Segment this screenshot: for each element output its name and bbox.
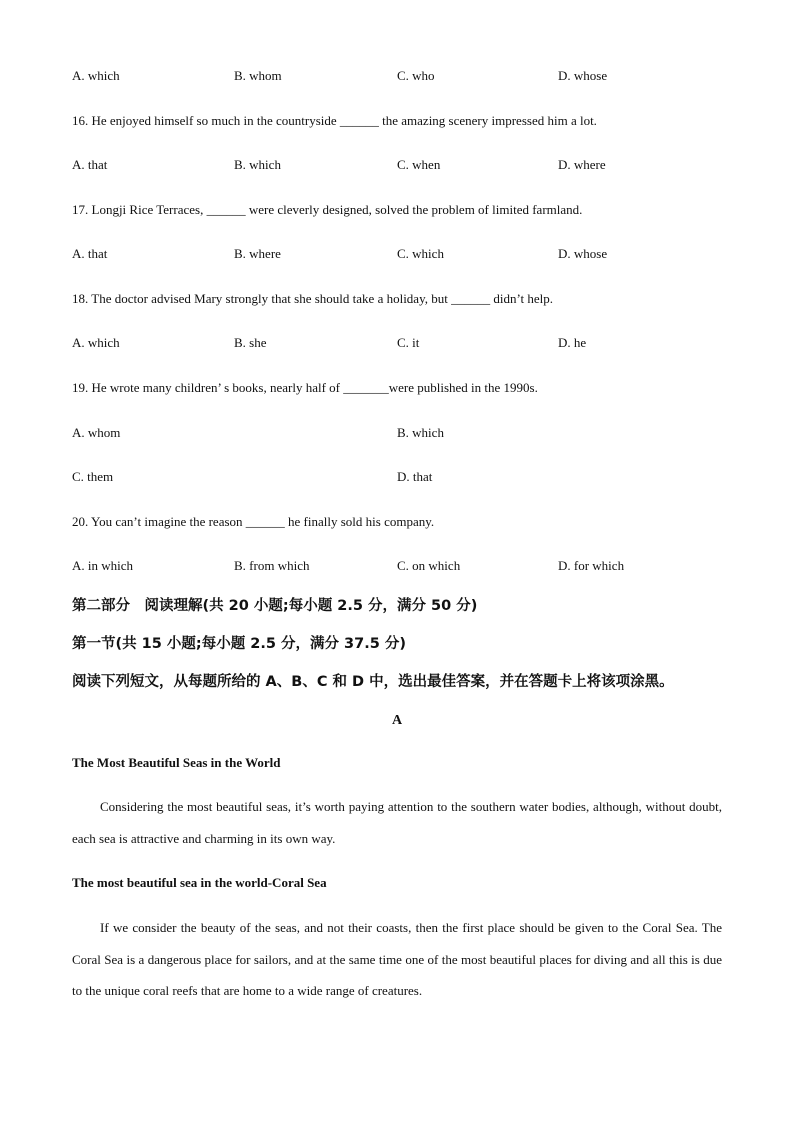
- section-sub-title: 第一节(共 15 小题;每小题 2.5 分，满分 37.5 分): [72, 636, 406, 652]
- q18-option-a: A. which: [72, 335, 120, 350]
- q19-option-a: A. whom: [72, 425, 121, 440]
- q17-option-d: D. whose: [558, 246, 608, 261]
- q20-option-c: C. on which: [397, 558, 461, 573]
- q16-stem: 16. He enjoyed himself so much in the countryside ______ the amazing scenery impressed him a lot.: [72, 113, 597, 128]
- passage-intro-paragraph: Considering the most beautiful seas, it’s worth paying attention to the southern water bodies, although, without doubt, each sea is attractive and charming in its own way.: [72, 799, 722, 846]
- q19-option-c: C. them: [72, 469, 114, 484]
- q20-option-a: A. in which: [72, 558, 134, 573]
- q18-option-c: C. it: [397, 335, 420, 350]
- q16-option-d: D. where: [558, 157, 606, 172]
- q18-option-d: D. he: [558, 335, 587, 350]
- q17-option-a: A. that: [72, 246, 108, 261]
- passage-body-paragraph: If we consider the beauty of the seas, and not their coasts, then the first place should be given to the Coral Sea. The Coral Sea is a dangerous place for sailors, and at the same time one of the most beautiful places for diving and all this is due to the unique coral reefs that are home to a wide range of creatures.: [72, 920, 722, 998]
- section-instruction: 阅读下列短文，从每题所给的 A、B、C 和 D 中，选出最佳答案，并在答题卡上将该项涂黑。: [72, 674, 674, 690]
- q16-option-c: C. when: [397, 157, 441, 172]
- q19-stem: 19. He wrote many children’ s books, nearly half of _______were published in the 1990s.: [72, 380, 538, 395]
- q20-stem: 20. You can’t imagine the reason ______ he finally sold his company.: [72, 514, 435, 529]
- q17-stem: 17. Longji Rice Terraces, ______ were cleverly designed, solved the problem of limited farmland.: [72, 202, 583, 217]
- passage-label: A: [391, 713, 403, 728]
- q17-option-b: B. where: [234, 246, 281, 261]
- q15-option-a: A. which: [72, 68, 120, 83]
- passage-title: The Most Beautiful Seas in the World: [72, 755, 281, 770]
- q19-option-b: B. which: [397, 425, 444, 440]
- q16-option-b: B. which: [234, 157, 281, 172]
- q16-option-a: A. that: [72, 157, 108, 172]
- q15-option-c: C. who: [397, 68, 435, 83]
- section-part-title: 第二部分 阅读理解(共 20 小题;每小题 2.5 分，满分 50 分): [72, 598, 478, 614]
- q20-option-d: D. for which: [558, 558, 625, 573]
- passage-subheading: The most beautiful sea in the world-Coral Sea: [72, 875, 327, 890]
- q20-option-b: B. from which: [234, 558, 310, 573]
- q18-stem: 18. The doctor advised Mary strongly that she should take a holiday, but ______ didn’t help.: [72, 291, 554, 306]
- q15-option-d: D. whose: [558, 68, 608, 83]
- q19-option-d: D. that: [397, 469, 433, 484]
- q15-option-b: B. whom: [234, 68, 282, 83]
- q18-option-b: B. she: [234, 335, 267, 350]
- q17-option-c: C. which: [397, 246, 444, 261]
